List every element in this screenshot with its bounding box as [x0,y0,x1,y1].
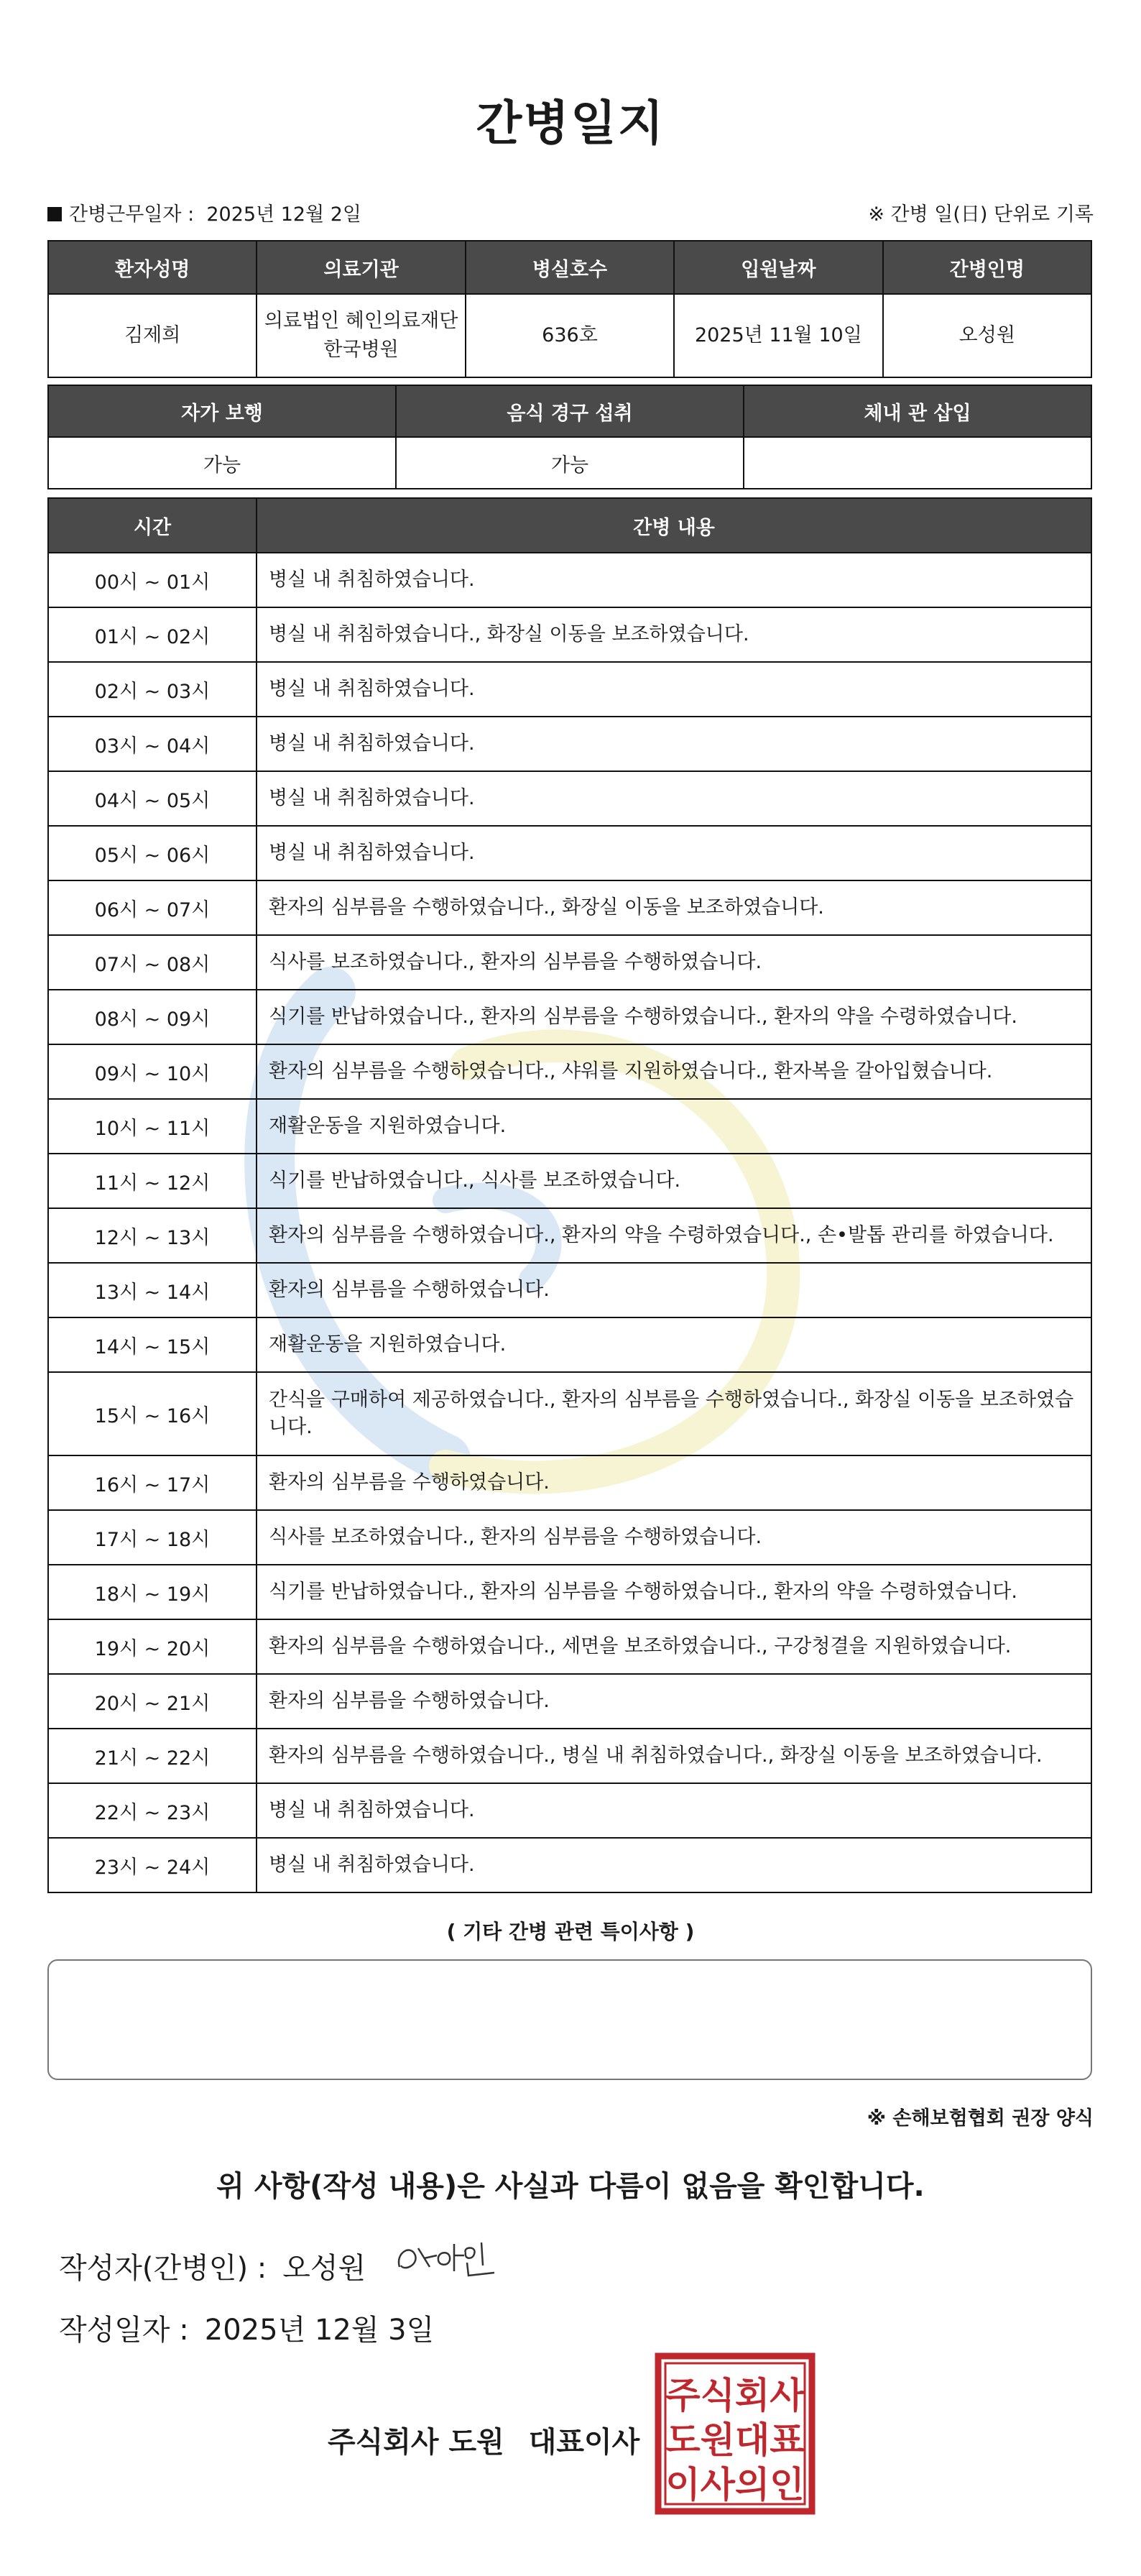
work-date-label: 간병근무일자 : [69,203,195,226]
log-content: 간식을 구매하여 제공하였습니다., 환자의 심부름을 수행하였습니다., 화장실 이동을 보조하였습니다. [257,1372,1091,1455]
log-time: 21시 ~ 22시 [48,1729,257,1783]
log-time: 08시 ~ 09시 [48,990,257,1044]
square-bullet-icon [47,207,62,221]
log-time: 10시 ~ 11시 [48,1099,257,1154]
log-time: 20시 ~ 21시 [48,1674,257,1729]
writer-label: 작성자(간병인) : [59,2252,267,2285]
log-row [48,1044,1091,1099]
header-care-content: 간병 내용 [257,498,1091,553]
hourly-care-log-table [47,497,1092,1893]
header-room: 병실호수 [466,241,674,294]
header-patient-name: 환자성명 [48,241,257,294]
log-time: 04시 ~ 05시 [48,771,257,826]
log-header-row [48,498,1091,553]
company-seal-stamp [654,2352,816,2516]
status-value-row [48,437,1091,489]
log-row [48,1372,1091,1455]
log-content: 환자의 심부름을 수행하였습니다. [257,1674,1091,1729]
written-date-label: 작성일자 : [59,2314,189,2347]
log-content: 환자의 심부름을 수행하였습니다., 병실 내 취침하였습니다., 화장실 이동을 보조하였습니다. [257,1729,1091,1783]
log-time: 11시 ~ 12시 [48,1154,257,1208]
log-row [48,1619,1091,1674]
writer-line [59,2245,366,2286]
log-content: 재활운동을 지원하였습니다. [257,1317,1091,1372]
status-header-row [48,385,1091,437]
patient-value-row [48,294,1091,377]
log-row [48,1455,1091,1510]
written-date-line [59,2307,434,2348]
header-admission-date: 입원날짜 [674,241,882,294]
seal-line-3: 이사의인 [665,2463,805,2506]
log-time: 09시 ~ 10시 [48,1044,257,1099]
log-row [48,717,1091,771]
log-content: 재활운동을 지원하였습니다. [257,1099,1091,1154]
log-body [48,553,1091,1892]
log-row [48,1838,1091,1892]
patient-status-table [47,385,1092,489]
unit-note: ※ 간병 일(日) 단위로 기록 [868,203,1094,226]
log-row [48,990,1091,1044]
room-number: 636호 [466,294,674,377]
admission-date: 2025년 11월 10일 [674,294,882,377]
log-time: 23시 ~ 24시 [48,1838,257,1892]
log-row [48,1510,1091,1565]
log-content: 환자의 심부름을 수행하였습니다. [257,1455,1091,1510]
log-time: 05시 ~ 06시 [48,826,257,880]
log-content: 식기를 반납하였습니다., 환자의 심부름을 수행하였습니다., 환자의 약을 수령하였습니다. [257,990,1091,1044]
log-time: 00시 ~ 01시 [48,553,257,607]
log-row [48,1208,1091,1263]
self-walking-value: 가능 [48,437,396,489]
written-date-value: 2025년 12월 3일 [204,2314,435,2347]
work-date-value: 2025년 12월 2일 [206,203,362,226]
log-content: 병실 내 취침하였습니다. [257,826,1091,880]
log-time: 16시 ~ 17시 [48,1455,257,1510]
log-content: 환자의 심부름을 수행하였습니다., 화장실 이동을 보조하였습니다. [257,880,1091,935]
form-source-note: ※ 손해보험협회 권장 양식 [867,2107,1094,2130]
log-row [48,1154,1091,1208]
patient-name: 김제희 [48,294,257,377]
log-content: 식기를 반납하였습니다., 식사를 보조하였습니다. [257,1154,1091,1208]
log-content: 병실 내 취침하였습니다. [257,1783,1091,1838]
log-time: 19시 ~ 20시 [48,1619,257,1674]
log-content: 식기를 반납하였습니다., 환자의 심부름을 수행하였습니다., 환자의 약을 수령하였습니다. [257,1565,1091,1619]
log-time: 17시 ~ 18시 [48,1510,257,1565]
patient-header-row [48,241,1091,294]
log-time: 02시 ~ 03시 [48,662,257,717]
log-content: 환자의 심부름을 수행하였습니다. [257,1263,1091,1317]
log-row [48,880,1091,935]
log-content: 병실 내 취침하였습니다. [257,771,1091,826]
header-tube-insertion: 체내 관 삽입 [744,385,1091,437]
hospital-name: 의료법인 혜인의료재단 한국병원 [257,294,465,377]
header-hospital: 의료기관 [257,241,465,294]
log-row [48,935,1091,990]
log-content: 환자의 심부름을 수행하였습니다., 세면을 보조하였습니다., 구강청결을 지원하였습니다. [257,1619,1091,1674]
log-time: 06시 ~ 07시 [48,880,257,935]
log-row [48,1783,1091,1838]
log-content: 병실 내 취침하였습니다. [257,717,1091,771]
log-row [48,1317,1091,1372]
company-line [328,2419,639,2460]
log-time: 18시 ~ 19시 [48,1565,257,1619]
log-row [48,662,1091,717]
log-content: 식사를 보조하였습니다., 환자의 심부름을 수행하였습니다. [257,935,1091,990]
handwritten-signature [394,2234,502,2284]
log-content: 병실 내 취침하였습니다. [257,553,1091,607]
log-time: 22시 ~ 23시 [48,1783,257,1838]
log-time: 13시 ~ 14시 [48,1263,257,1317]
patient-info-table [47,240,1092,378]
header-self-walking: 자가 보행 [48,385,396,437]
log-content: 병실 내 취침하였습니다. [257,1838,1091,1892]
log-content: 식사를 보조하였습니다., 환자의 심부름을 수행하였습니다. [257,1510,1091,1565]
log-time: 01시 ~ 02시 [48,607,257,662]
log-time: 03시 ~ 04시 [48,717,257,771]
log-content: 병실 내 취침하였습니다., 화장실 이동을 보조하였습니다. [257,607,1091,662]
log-time: 14시 ~ 15시 [48,1317,257,1372]
confirmation-statement: 위 사항(작성 내용)은 사실과 다름이 없음을 확인합니다. [216,2170,925,2203]
caregiver-name: 오성원 [883,294,1091,377]
notes-title: ( 기타 간병 관련 특이사항 ) [446,1920,695,1944]
seal-line-2: 도원대표 [665,2419,805,2461]
seal-line-1: 주식회사 [665,2374,805,2416]
log-time: 12시 ~ 13시 [48,1208,257,1263]
log-row [48,1674,1091,1729]
notes-box [47,1959,1092,2080]
page-title: 간병일지 [476,96,665,151]
log-row [48,553,1091,607]
writer-name: 오성원 [282,2252,366,2285]
log-row [48,826,1091,880]
log-time: 15시 ~ 16시 [48,1372,257,1455]
log-row [48,1099,1091,1154]
log-row [48,1729,1091,1783]
log-row [48,1565,1091,1619]
header-time: 시간 [48,498,257,553]
header-caregiver-name: 간병인명 [883,241,1091,294]
log-content: 환자의 심부름을 수행하였습니다., 환자의 약을 수령하였습니다., 손•발톱 관리를 하였습니다. [257,1208,1091,1263]
company-name: 주식회사 도원 [328,2426,504,2459]
log-row [48,607,1091,662]
company-role: 대표이사 [528,2426,640,2459]
work-date-line [47,198,361,226]
log-time: 07시 ~ 08시 [48,935,257,990]
header-oral-intake: 음식 경구 섭취 [396,385,744,437]
log-row [48,771,1091,826]
oral-intake-value: 가능 [396,437,744,489]
log-content: 병실 내 취침하였습니다. [257,662,1091,717]
log-row [48,1263,1091,1317]
tube-insertion-value [744,437,1091,489]
log-content: 환자의 심부름을 수행하였습니다., 샤워를 지원하였습니다., 환자복을 갈아입혔습니다. [257,1044,1091,1099]
